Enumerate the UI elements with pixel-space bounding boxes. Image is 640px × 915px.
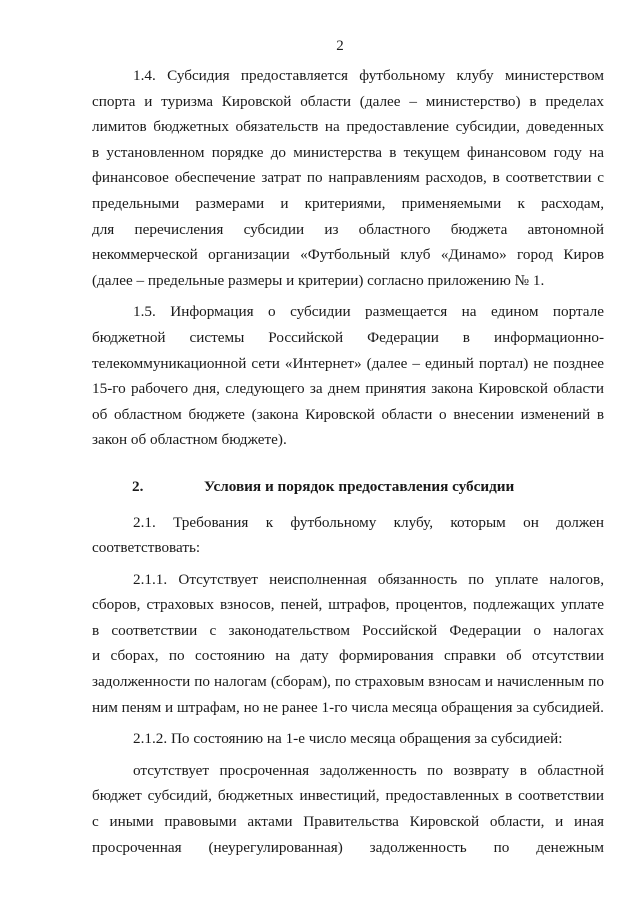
text-line: 15-го рабочего дня, следующего за днем принятия закона Кировской области	[92, 380, 604, 398]
section-number: 2.	[132, 477, 144, 495]
text-line: сборов, страховых взносов, пеней, штрафов, процентов, подлежащих уплате	[92, 596, 604, 614]
text-line: об областном бюджете (закона Кировской области о внесении изменений в	[92, 405, 604, 423]
text-line: 1.4. Субсидия предоставляется футбольному клубу министерством	[133, 67, 604, 84]
text-line: спорта и туризма Кировской области (далее – министерство) в пределах	[92, 92, 604, 110]
section-heading	[92, 474, 604, 500]
text-line: отсутствует просроченная задолженность по возврату в областной	[133, 761, 604, 779]
text-line: финансовое обеспечение затрат по направлениям расходов, в соответствии с	[92, 169, 604, 187]
text-line: (далее – предельные размеры и критерии) согласно приложению № 1.	[92, 271, 545, 289]
text-line: бюджетной системы Российской Федерации в информационно-	[92, 328, 604, 346]
text-line: задолженности по налогам (сборам), по страховым взносам и начисленным по	[92, 673, 604, 691]
document-body	[92, 63, 604, 860]
paragraph-2-1-1	[92, 567, 604, 721]
paragraph-debt	[92, 758, 604, 860]
text-line: с иными правовыми актами Правительства Кировской области, и иная	[92, 813, 604, 831]
text-line: телекоммуникационной сети «Интернет» (далее – единый портал) не позднее	[92, 354, 604, 372]
page-number: 2	[336, 38, 344, 54]
text-line: для перечисления субсидии из областного бюджета автономной	[92, 220, 604, 238]
text-line: закон об областном бюджете).	[92, 431, 287, 449]
text-line: 2.1.2. По состоянию на 1-е число месяца обращения за субсидией:	[133, 730, 563, 748]
text-line: в установленном порядке до министерства в текущем финансовом году на	[92, 143, 604, 161]
text-line: лимитов бюджетных обязательств на предоставление субсидии, доведенных	[92, 118, 604, 136]
text-line: 2.1. Требования к футбольному клубу, которым он должен	[133, 513, 604, 531]
paragraph-2-1	[92, 510, 604, 561]
section-title: Условия и порядок предоставления субсидии	[204, 477, 515, 495]
text-line: ним пеням и штрафам, но не ранее 1-го числа месяца обращения за субсидией.	[92, 698, 604, 716]
text-line: 1.5. Информация о субсидии размещается на едином портале	[133, 303, 604, 321]
paragraph-2-1-2	[92, 726, 604, 752]
paragraph-1-4	[92, 63, 604, 293]
text-line: в соответствии с законодательством Российской Федерации о налогах	[92, 621, 604, 639]
text-line: и сборах, по состоянию на дату формирования справки об отсутствии	[92, 647, 604, 665]
text-line: предельными размерами и критериями, применяемыми к расходам,	[92, 194, 604, 212]
text-line: некоммерческой организации «Футбольный клуб «Динамо» город Киров	[92, 246, 604, 264]
text-line: 2.1.1. Отсутствует неисполненная обязанность по уплате налогов,	[133, 570, 604, 588]
paragraph-1-5	[92, 299, 604, 453]
text-line: бюджет субсидий, бюджетных инвестиций, предоставленных в соответствии	[92, 787, 604, 805]
text-line: просроченная (неурегулированная) задолженность по денежным	[92, 838, 604, 856]
text-line: соответствовать:	[92, 539, 201, 557]
